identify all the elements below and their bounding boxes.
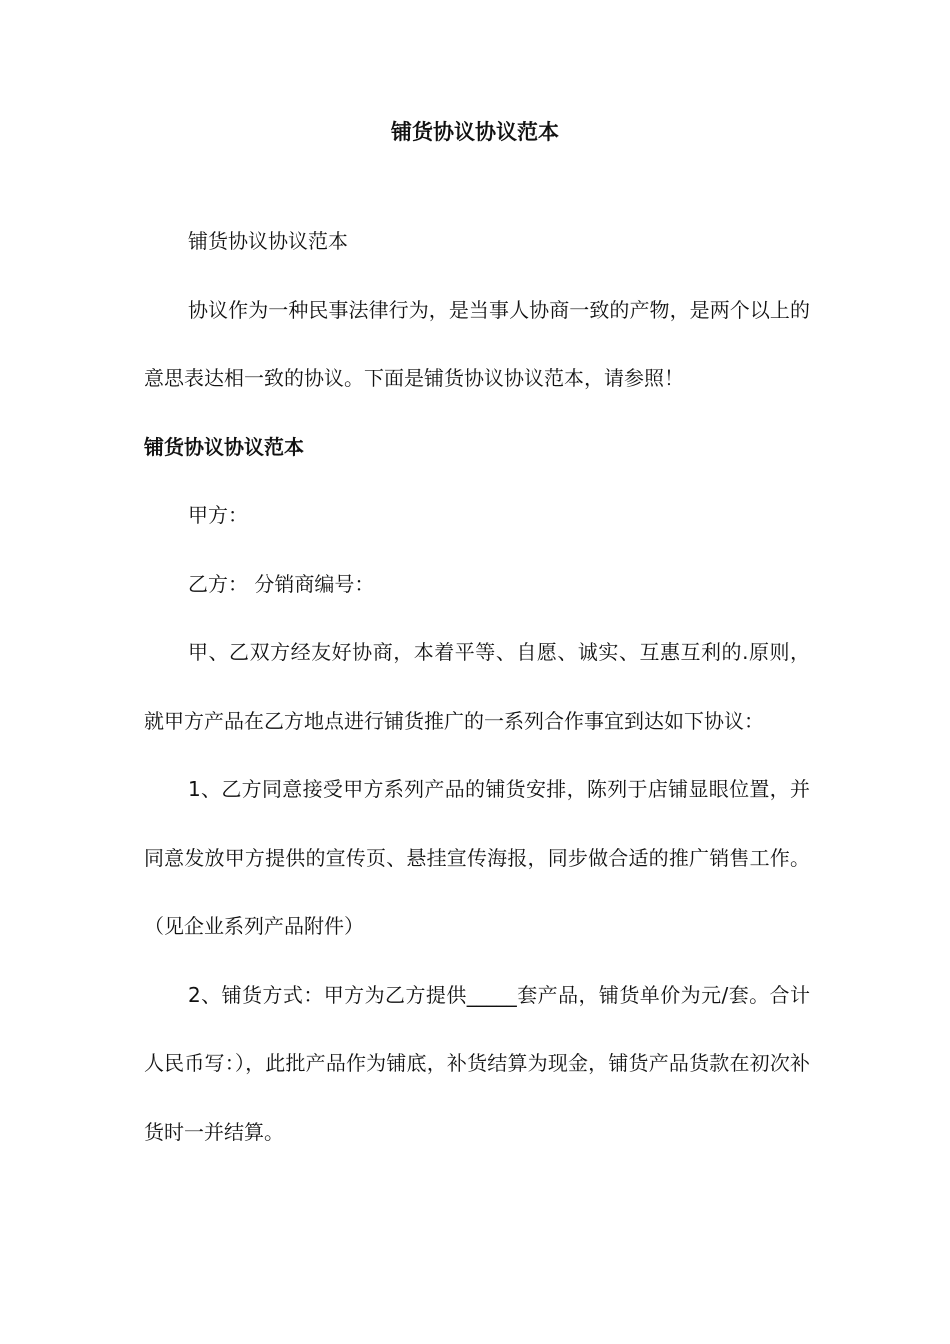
document-body <box>144 207 810 1166</box>
party-a-line: 甲方： <box>188 503 248 527</box>
clause-2: 2、铺货方式：甲方为乙方提供_____套产品，铺货单价为元/套。合计人民币写：），此批产品作为铺底，补货结算为现金，铺货产品货款在初次补货时一并结算。 <box>144 982 810 1144</box>
clause-1: 1、乙方同意接受甲方系列产品的铺货安排，陈列于店铺显眼位置，并同意发放甲方提供的宣传页、悬挂宣传海报，同步做合适的推广销售工作。（见企业系列产品附件） <box>144 777 810 938</box>
intro-paragraph: 协议作为一种民事法律行为，是当事人协商一致的产物，是两个以上的意思表达相一致的协议。下面是铺货协议协议范本，请参照！ <box>144 297 810 390</box>
party-b-line: 乙方： 分销商编号： <box>188 571 375 596</box>
document-title: 铺货协议协议范本 <box>391 120 559 144</box>
section-heading: 铺货协议协议范本 <box>144 434 304 459</box>
agreement-preamble: 甲、乙双方经友好协商，本着平等、自愿、诚实、互惠互利的.原则，就甲方产品在乙方地点进行铺货推广的一系列合作事宜到达如下协议： <box>144 640 810 733</box>
intro-title-paragraph: 铺货协议协议范本 <box>188 229 348 253</box>
